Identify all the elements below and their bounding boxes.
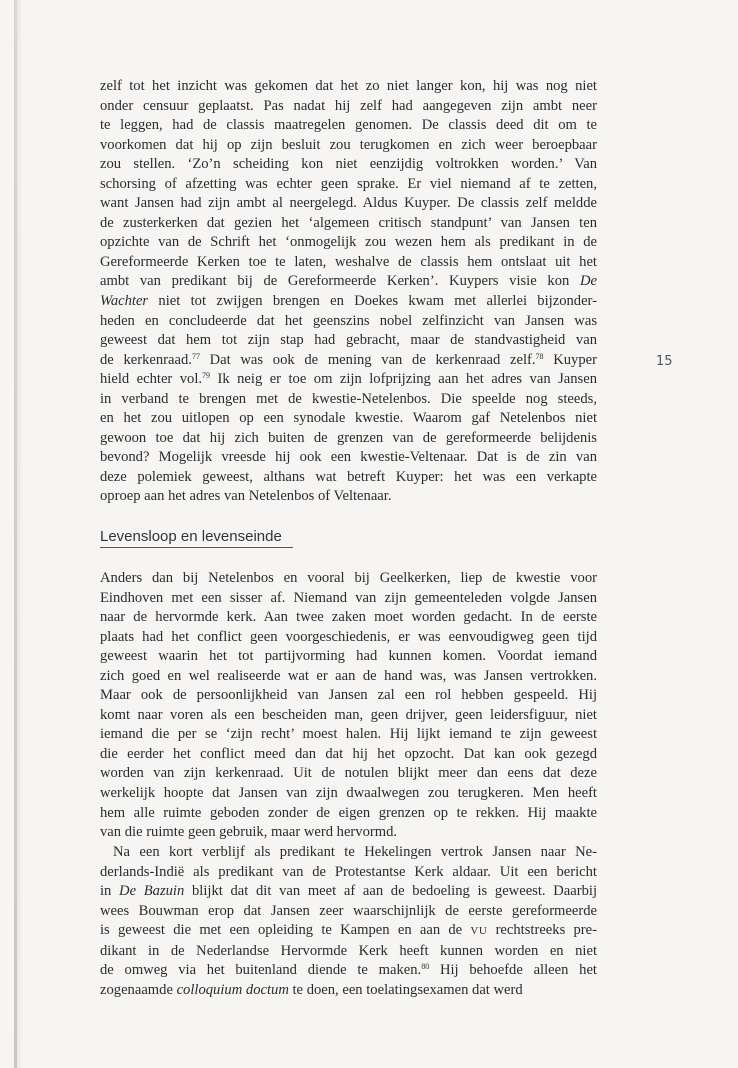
text-line: de kerkenraad.$^{77}$ Dat was ook de mening van de kerkenraad zelf.$^{78}$ Kuyper [100, 351, 597, 368]
text-line: plaats had het conflict geen voorgeschiedenis, er was eenvoudigweg geen tijd [100, 628, 597, 645]
page-binding-shadow [17, 0, 23, 1068]
text-line: naar de hervormde kerk. Aan twee zaken moet worden gedacht. In de eerste [100, 609, 597, 626]
text-line: werkelijk hoopte dat Jansen van zijn dwaalwegen zou terugkeren. Men heeft [100, 785, 597, 802]
text-line: Na een kort verblijf als predikant te Hekelingen vertrok Jansen naar Ne- [113, 844, 597, 860]
text-line: onder censuur geplaatst. Pas nadat hij zelf had aangegeven zijn ambt neer [100, 97, 597, 114]
text-line: de zusterkerken dat gezien het ‘algemeen critisch standpunt’ van Jansen ten [100, 214, 597, 231]
paragraph-3 [100, 843, 597, 1000]
text-line: zich goed en wel realiseerde wat er aan de hand was, was Jansen vertrokken. [100, 667, 597, 684]
text-line: Wachter niet tot zwijgen brengen en Doekes kwam met allerlei bijzonder- [100, 293, 597, 310]
text-line: zelf tot het inzicht was gekomen dat het zo niet langer kon, hij was nog niet [100, 78, 597, 94]
text-line: geweest waarin het tot partijvorming had kunnen komen. Voordat iemand [100, 648, 597, 665]
text-line: komt naar voren als een bescheiden man, geen drijver, geen leidersfiguur, niet [100, 706, 597, 723]
section-heading-underline [100, 547, 293, 548]
text-line: voorkomen dat hij op zijn besluit zou terugkomen en zich weer beroepbaar [100, 136, 597, 153]
text-line: en het zou uitlopen op een synodale kwestie. Waarom gaf Netelenbos niet [100, 410, 597, 427]
text-line: Eindhoven met een sisser af. Niemand van zijn gemeenteleden volgde Jansen [100, 589, 597, 606]
text-line: iemand die per se ‘zijn recht’ moest halen. Hij lijkt iemand te zijn geweest [100, 726, 597, 743]
page-number: 15 [656, 354, 673, 369]
text-line: Gereformeerde Kerken toe te laten, weshalve de classis hem ontslaat uit het [100, 253, 597, 270]
paragraph-1 [100, 77, 597, 507]
text-line: Anders dan bij Netelenbos en vooral bij Geelkerken, liep de kwestie voor [100, 570, 597, 586]
text-line: zogenaamde colloquium doctum te doen, een toelatingsexamen dat werd [100, 981, 523, 998]
text-line: van die ruimte geen gebruik, maar werd hervormd. [100, 824, 398, 841]
text-line: hield echter vol.$^{79}$ Ik neig er toe om zijn lofprijzing aan het adres van Jansen [100, 371, 597, 388]
text-line: hem alle ruimte geboden zonder de eigen grenzen op te rekken. Hij maakte [100, 804, 597, 821]
section-heading: Levensloop en levenseinde [100, 528, 282, 545]
text-line: oproep aan het adres van Netelenbos of Veltenaar. [100, 488, 392, 505]
text-line: in verband te brengen met de kwestie-Netelenbos. Die speelde nog steeds, [100, 390, 597, 407]
paragraph-2 [100, 569, 597, 843]
text-line: heden en concludeerde dat het geenszins nobel zelfinzicht van Jansen was [100, 312, 597, 329]
text-line: schorsing of afzetting was echter geen sprake. Er viel niemand af te zetten, [100, 175, 597, 192]
text-line: derlands-Indië als predikant van de Protestantse Kerk aldaar. Uit een bericht [100, 863, 597, 880]
text-line: wees Bouwman erop dat Jansen zeer waarschijnlijk de eerste gereformeerde [100, 902, 597, 919]
text-line: want Jansen had zijn ambt al neergelegd. Aldus Kuyper. De classis zelf meldde [100, 195, 597, 212]
text-line: in De Bazuin blijkt dat dit van meet af aan de bedoeling is geweest. Daarbij [100, 883, 598, 900]
text-line: ambt van predikant bij de Gereformeerde Kerken’. Kuypers visie kon De [100, 273, 597, 290]
text-line: bevond? Mogelijk vreesde hij ook een kwestie-Veltenaar. Dat is de zin van [100, 449, 597, 466]
text-line: geweest dat hem tot zijn stap had gebracht, maar de standvastigheid van [100, 332, 597, 349]
text-line: opzichte van de Schrift het ‘onmogelijk zou wezen hem als predikant in de [100, 234, 597, 251]
text-line: de omweg via het buitenland diende te maken.$^{80}$ Hij behoefde alleen het [100, 962, 597, 979]
text-line: gewoon toe dat hij zich buiten de grenzen van de gereformeerde belijdenis [100, 429, 597, 446]
text-line: deze polemiek geweest, althans wat betreft Kuyper: het was een verkapte [100, 468, 597, 485]
text-line: is geweest die met een opleiding te Kampen en aan de VU rechtstreeks pre- [100, 922, 598, 939]
text-line: die eerder het conflict meed dan dat hij het opzocht. Dat kan ook gezegd [100, 745, 597, 762]
text-line: dikant in de Nederlandse Hervormde Kerk heeft kunnen worden en niet [100, 942, 597, 959]
text-line: te leggen, had de classis maatregelen genomen. De classis deed dit om te [100, 117, 597, 134]
text-line: Maar ook de persoonlijkheid van Jansen zal een rol hebben gespeeld. Hij [100, 687, 597, 704]
text-line: worden van zijn kerkenraad. Uit de notulen blijkt meer dan eens dat deze [100, 765, 597, 782]
text-line: zou stellen. ‘Zo’n scheiding kon niet eenzijdig voltrokken worden.’ Van [100, 156, 597, 173]
